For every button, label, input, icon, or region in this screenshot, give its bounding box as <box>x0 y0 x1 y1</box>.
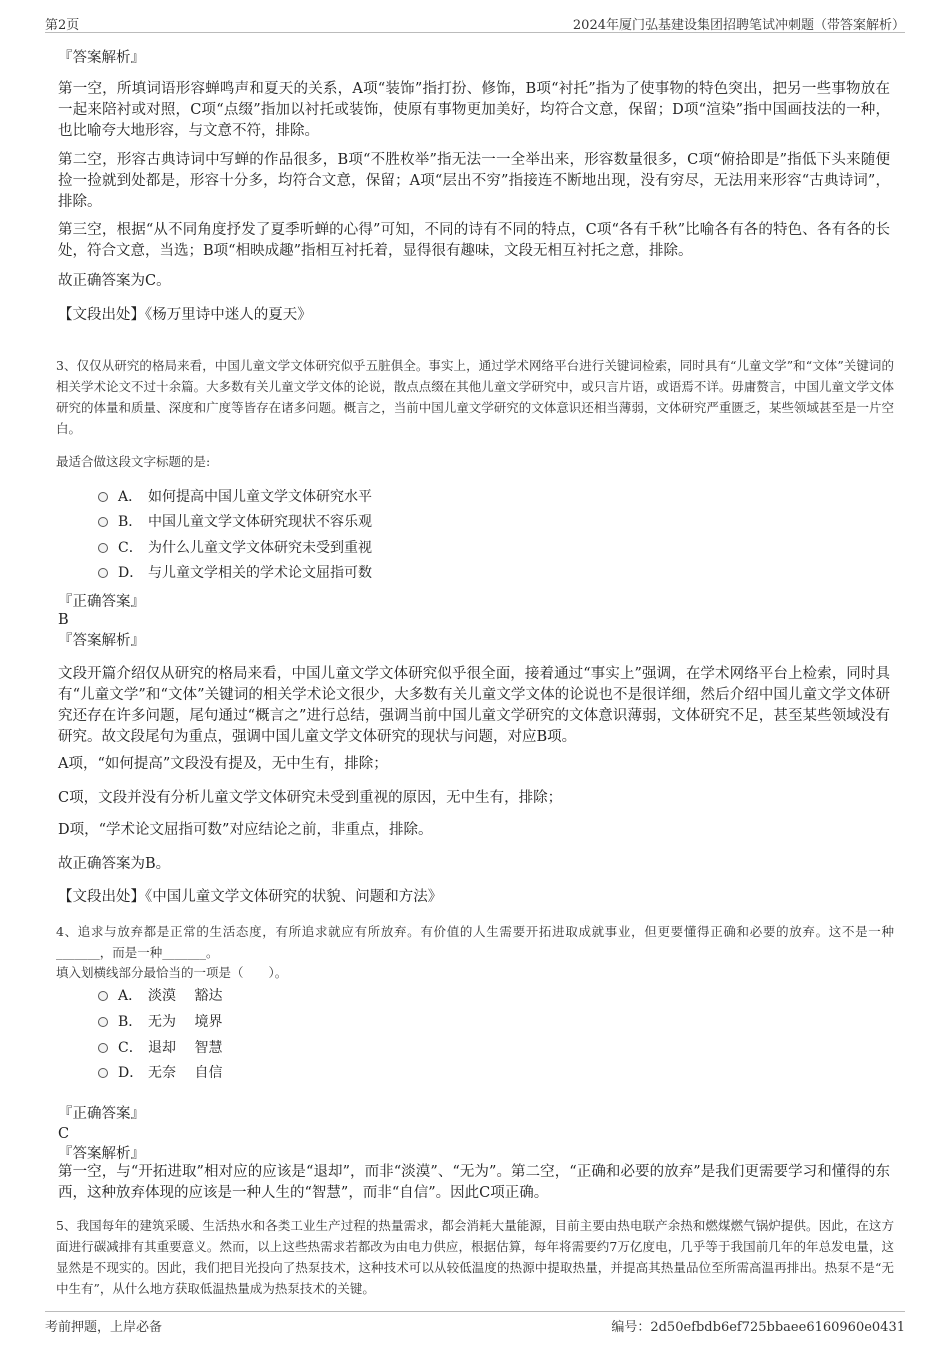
document-title: 2024年厦门弘基建设集团招聘笔试冲刺题（带答案解析） <box>572 18 905 33</box>
radio-button[interactable] <box>98 568 108 578</box>
q4-answer: C <box>58 1126 70 1142</box>
q3-option-c[interactable]: C． 为什么儿童文学文体研究未受到重视 <box>98 538 372 558</box>
q4-analysis-para-1: 第一空，与“开拓进取”相对应的应该是“退却”，而非“淡漠”、“无为”。第二空，“正确和必要的放弃”是我们更需要学习和懂得的东西，这种放弃体现的应该是一种人生的“智慧”，而非“自信”。因此C项正确。 <box>58 1164 890 1201</box>
q4-option-d[interactable]: D． 无奈 自信 <box>98 1063 222 1083</box>
q3-option-d[interactable]: D． 与儿童文学相关的学术论文屈指可数 <box>98 563 372 583</box>
page-header <box>45 12 905 33</box>
q2-analysis-para-1: 第一空，所填词语形容蝉鸣声和夏天的关系，A项“装饰”指打扮、修饰，B项“衬托”指为了使事物的特色突出，把另一些事物放在一起来陪衬或对照，C项“点缀”指加以衬托或装饰，使原有事物更加美好，均符合文意，保留；D项“渲染”指中国画技法的一种，也比喻夸大地形容，与文意不符，排除。 <box>58 81 890 139</box>
q3-analysis-option-a: A项，“如何提高”文段没有提及，无中生有，排除； <box>58 756 388 772</box>
q3-option-b[interactable]: B． 中国儿童文学文体研究现状不容乐观 <box>98 512 372 532</box>
radio-button[interactable] <box>98 543 108 553</box>
radio-button[interactable] <box>98 492 108 502</box>
q3-source: 【文段出处】《中国儿童文学文体研究的状貌、问题和方法》 <box>58 889 443 905</box>
q3-prompt: 最适合做这段文字标题的是: <box>56 454 211 469</box>
q3-stem: 3、仅仅从研究的格局来看，中国儿童文学文体研究似乎五脏俱全。事实上，通过学术网络平台进行关键词检索，同时具有“儿童文学”和“文体”关键词的相关学术论文不过十余篇。大多数有关儿童文学文体的论说，散点点缀在其他儿童文学研究中，或只言片语，或语焉不详。毋庸赘言，中国儿童文学文体研究的体量和质量、深度和广度等皆存在诸多问题。概言之，当前中国儿童文学研究的文体意识还相当薄弱，文体研究严重匮乏，某些领域甚至是一片空白。 <box>56 358 894 436</box>
radio-button[interactable] <box>98 991 108 1001</box>
q2-analysis-para-3: 第三空，根据“从不同角度抒发了夏季听蝉的心得”可知，不同的诗有不同的特点，C项“各有千秋”比喻各有各的特色、各有各的长处，符合文意，当选；B项“相映成趣”指相互衬托着，显得很有趣味，文段无相互衬托之意，排除。 <box>58 222 890 259</box>
q4-option-b[interactable]: B． 无为 境界 <box>98 1012 222 1032</box>
q2-conclusion: 故正确答案为C。 <box>58 273 171 289</box>
q3-analysis-label: 『答案解析』 <box>58 633 145 649</box>
radio-button[interactable] <box>98 1017 108 1027</box>
q2-analysis-para-2: 第二空，形容古典诗词中写蝉的作品很多，B项“不胜枚举”指无法一一全举出来，形容数量很多，C项“俯拾即是”指低下头来随便捡一捡就到处都是，形容十分多，均符合文意，保留；A项“层出不穷”指接连不断地出现，没有穷尽，无法用来形容“古典诗词”，排除。 <box>58 152 890 210</box>
q4-answer-label: 『正确答案』 <box>58 1106 145 1122</box>
page-footer <box>45 1311 905 1334</box>
q3-analysis-option-c: C项，文段并没有分析儿童文学文体研究未受到重视的原因，无中生有，排除； <box>58 790 563 806</box>
q4-stem: 4、追求与放弃都是正常的生活态度，有所追求就应有所放弃。有价值的人生需要开拓进取成就事业，但更要懂得正确和必要的放弃。这不是一种_______，而是一种_______。 <box>56 924 894 960</box>
q5-stem: 5、我国每年的建筑采暖、生活热水和各类工业生产过程的热量需求，都会消耗大量能源，目前主要由热电联产余热和燃煤燃气锅炉提供。因此，在这方面进行碳减排有其重要意义。然而，以上这些热需求若都改为由电力供应，根据估算，每年将需要约7万亿度电，几乎等于我国前几年的年总发电量，这显然是不现实的。因此，我们把目光投向了热泵技术，这种技术可以从较低温度的热源中提取热量，并提高其热量品位至所需高温再排出。热泵不是“无中生有”，从什么地方获取低温热量成为热泵技术的关键。 <box>56 1218 894 1296</box>
q3-answer: B <box>58 612 69 628</box>
q2-source: 【文段出处】《杨万里诗中迷人的夏天》 <box>58 307 312 323</box>
q3-option-a[interactable]: A． 如何提高中国儿童文学文体研究水平 <box>98 487 372 507</box>
q3-answer-label: 『正确答案』 <box>58 594 145 610</box>
radio-button[interactable] <box>98 1043 108 1053</box>
q2-analysis-label: 『答案解析』 <box>58 50 145 66</box>
page-number: 第2页 <box>45 18 80 33</box>
q3-analysis-option-d: D项，“学术论文屈指可数”对应结论之前，非重点，排除。 <box>58 822 433 838</box>
q4-analysis-label: 『答案解析』 <box>58 1146 145 1162</box>
radio-button[interactable] <box>98 1068 108 1078</box>
q3-conclusion: 故正确答案为B。 <box>58 856 171 872</box>
q3-analysis-para-1: 文段开篇介绍仅从研究的格局来看，中国儿童文学文体研究似乎很全面，接着通过“事实上”强调，在学术网络平台上检索，同时具有“儿童文学”和“文体”关键词的相关学术论文很少，大多数有关儿童文学文体的论说也不是很详细，然后介绍中国儿童文学文体研究还存在许多问题，尾句通过“概言之”进行总结，强调当前中国儿童文学研究的文体意识薄弱，文体研究不足，甚至某些领域没有研究。故文段尾句为重点，强调中国儿童文学文体研究的现状与问题，对应B项。 <box>58 666 890 745</box>
footer-slogan: 考前押题，上岸必备 <box>45 1320 163 1335</box>
q4-option-c[interactable]: C． 退却 智慧 <box>98 1038 222 1058</box>
document-code: 编号：2d50efbdb6ef725bbaee6160960e0431 <box>611 1320 905 1335</box>
q4-option-a[interactable]: A． 淡漠 豁达 <box>98 986 222 1006</box>
q4-prompt: 填入划横线部分最恰当的一项是（ ）。 <box>56 965 288 980</box>
radio-button[interactable] <box>98 517 108 527</box>
